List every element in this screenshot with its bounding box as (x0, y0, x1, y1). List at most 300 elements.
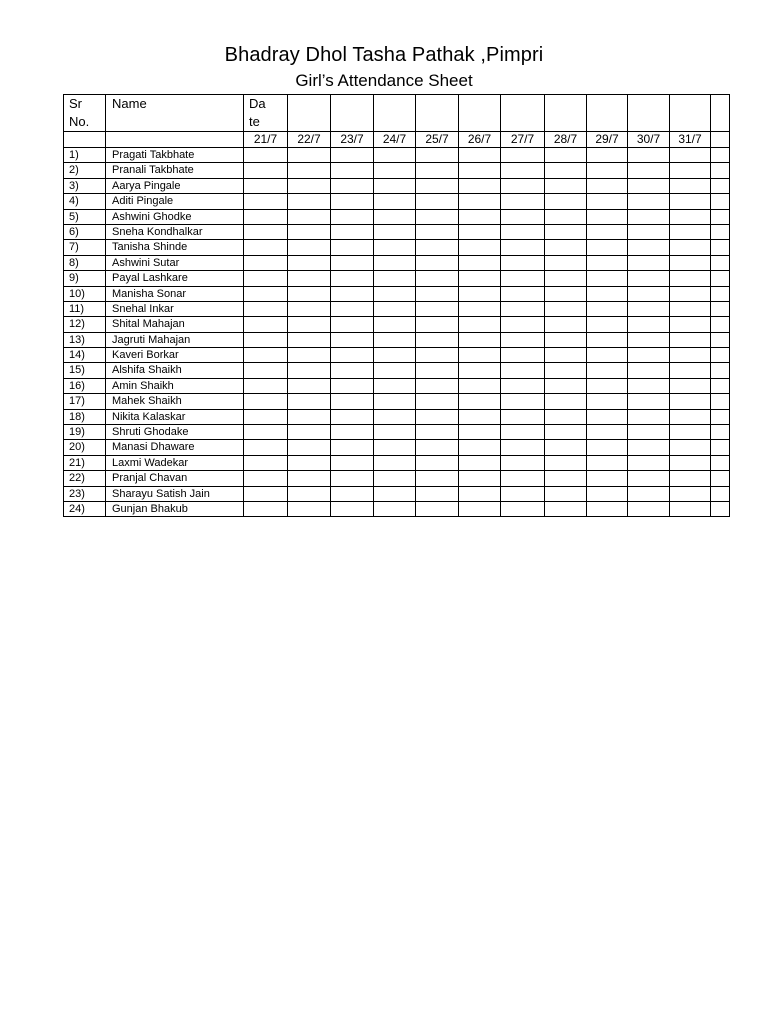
attendance-cell[interactable] (244, 501, 288, 516)
header-blank-cell (331, 95, 374, 132)
attendance-cell[interactable] (628, 378, 670, 393)
attendance-cell[interactable] (331, 209, 374, 224)
attendance-cell[interactable] (670, 409, 711, 424)
attendance-cell[interactable] (374, 209, 416, 224)
attendance-cell[interactable] (374, 363, 416, 378)
student-name-cell: Jagruti Mahajan (106, 332, 244, 347)
attendance-cell[interactable] (244, 224, 288, 239)
attendance-cell[interactable] (459, 194, 501, 209)
attendance-cell[interactable] (374, 301, 416, 316)
attendance-cell[interactable] (587, 240, 628, 255)
attendance-cell[interactable] (416, 455, 459, 470)
attendance-cell[interactable] (587, 332, 628, 347)
attendance-cell[interactable] (587, 163, 628, 178)
attendance-cell[interactable] (711, 148, 730, 163)
attendance-cell[interactable] (288, 332, 331, 347)
attendance-cell[interactable] (670, 255, 711, 270)
attendance-cell[interactable] (670, 471, 711, 486)
attendance-cell[interactable] (374, 240, 416, 255)
attendance-cell[interactable] (501, 317, 545, 332)
attendance-cell[interactable] (288, 455, 331, 470)
attendance-cell[interactable] (587, 425, 628, 440)
attendance-cell[interactable] (416, 363, 459, 378)
attendance-cell[interactable] (587, 301, 628, 316)
attendance-cell[interactable] (670, 363, 711, 378)
attendance-cell[interactable] (416, 317, 459, 332)
attendance-cell[interactable] (416, 286, 459, 301)
attendance-cell[interactable] (416, 394, 459, 409)
attendance-cell[interactable] (416, 271, 459, 286)
attendance-cell[interactable] (459, 486, 501, 501)
attendance-cell[interactable] (711, 378, 730, 393)
attendance-cell[interactable] (587, 224, 628, 239)
attendance-cell[interactable] (374, 486, 416, 501)
attendance-cell[interactable] (711, 440, 730, 455)
sr-no-cell: 3) (64, 178, 106, 193)
attendance-cell[interactable] (244, 394, 288, 409)
attendance-cell[interactable] (501, 348, 545, 363)
attendance-cell[interactable] (545, 486, 587, 501)
attendance-cell[interactable] (331, 486, 374, 501)
header-blank-cell (628, 95, 670, 132)
attendance-cell[interactable] (288, 255, 331, 270)
attendance-cell[interactable] (331, 240, 374, 255)
attendance-cell[interactable] (244, 317, 288, 332)
attendance-cell[interactable] (459, 178, 501, 193)
date-header-cell: 22/7 (288, 132, 331, 148)
attendance-cell[interactable] (374, 194, 416, 209)
attendance-cell[interactable] (288, 348, 331, 363)
attendance-cell[interactable] (331, 394, 374, 409)
attendance-cell[interactable] (288, 194, 331, 209)
attendance-cell[interactable] (288, 363, 331, 378)
attendance-cell[interactable] (545, 286, 587, 301)
attendance-cell[interactable] (628, 501, 670, 516)
attendance-cell[interactable] (244, 348, 288, 363)
attendance-cell[interactable] (711, 501, 730, 516)
attendance-cell[interactable] (459, 394, 501, 409)
attendance-cell[interactable] (501, 286, 545, 301)
attendance-cell[interactable] (374, 163, 416, 178)
attendance-cell[interactable] (501, 363, 545, 378)
attendance-cell[interactable] (374, 286, 416, 301)
attendance-cell[interactable] (331, 271, 374, 286)
attendance-cell[interactable] (501, 148, 545, 163)
attendance-cell[interactable] (331, 455, 374, 470)
attendance-cell[interactable] (711, 255, 730, 270)
attendance-cell[interactable] (374, 440, 416, 455)
attendance-cell[interactable] (288, 224, 331, 239)
attendance-cell[interactable] (711, 271, 730, 286)
attendance-cell[interactable] (670, 301, 711, 316)
attendance-cell[interactable] (244, 286, 288, 301)
attendance-cell[interactable] (628, 148, 670, 163)
attendance-cell[interactable] (587, 255, 628, 270)
attendance-cell[interactable] (670, 455, 711, 470)
attendance-cell[interactable] (374, 378, 416, 393)
attendance-cell[interactable] (628, 271, 670, 286)
attendance-cell[interactable] (331, 425, 374, 440)
attendance-cell[interactable] (331, 378, 374, 393)
attendance-cell[interactable] (288, 301, 331, 316)
attendance-cell[interactable] (711, 240, 730, 255)
attendance-cell[interactable] (459, 286, 501, 301)
attendance-cell[interactable] (711, 471, 730, 486)
attendance-cell[interactable] (628, 440, 670, 455)
attendance-cell[interactable] (628, 486, 670, 501)
attendance-cell[interactable] (628, 194, 670, 209)
attendance-cell[interactable] (416, 240, 459, 255)
attendance-cell[interactable] (331, 409, 374, 424)
attendance-cell[interactable] (545, 394, 587, 409)
attendance-cell[interactable] (374, 455, 416, 470)
attendance-cell[interactable] (711, 301, 730, 316)
attendance-cell[interactable] (628, 409, 670, 424)
attendance-cell[interactable] (244, 271, 288, 286)
attendance-cell[interactable] (501, 255, 545, 270)
attendance-cell[interactable] (501, 440, 545, 455)
attendance-cell[interactable] (587, 178, 628, 193)
attendance-cell[interactable] (711, 286, 730, 301)
attendance-cell[interactable] (670, 209, 711, 224)
attendance-cell[interactable] (374, 501, 416, 516)
attendance-cell[interactable] (416, 148, 459, 163)
attendance-cell[interactable] (501, 394, 545, 409)
attendance-cell[interactable] (587, 501, 628, 516)
attendance-cell[interactable] (288, 286, 331, 301)
attendance-cell[interactable] (670, 240, 711, 255)
attendance-cell[interactable] (331, 194, 374, 209)
attendance-cell[interactable] (374, 332, 416, 347)
attendance-cell[interactable] (711, 178, 730, 193)
attendance-cell[interactable] (459, 301, 501, 316)
attendance-cell[interactable] (244, 240, 288, 255)
attendance-cell[interactable] (459, 317, 501, 332)
attendance-cell[interactable] (459, 348, 501, 363)
attendance-cell[interactable] (587, 317, 628, 332)
attendance-cell[interactable] (244, 471, 288, 486)
attendance-cell[interactable] (416, 471, 459, 486)
attendance-cell[interactable] (374, 471, 416, 486)
attendance-cell[interactable] (628, 301, 670, 316)
attendance-cell[interactable] (374, 425, 416, 440)
attendance-cell[interactable] (374, 271, 416, 286)
attendance-cell[interactable] (545, 455, 587, 470)
attendance-cell[interactable] (288, 240, 331, 255)
attendance-cell[interactable] (501, 240, 545, 255)
attendance-cell[interactable] (587, 348, 628, 363)
attendance-cell[interactable] (416, 178, 459, 193)
attendance-cell[interactable] (545, 332, 587, 347)
attendance-cell[interactable] (628, 363, 670, 378)
date-header: Date (244, 95, 288, 132)
attendance-cell[interactable] (545, 271, 587, 286)
attendance-cell[interactable] (501, 224, 545, 239)
attendance-cell[interactable] (501, 425, 545, 440)
attendance-cell[interactable] (331, 317, 374, 332)
attendance-cell[interactable] (501, 194, 545, 209)
attendance-cell[interactable] (331, 148, 374, 163)
attendance-cell[interactable] (416, 409, 459, 424)
attendance-cell[interactable] (670, 332, 711, 347)
attendance-cell[interactable] (587, 409, 628, 424)
attendance-cell[interactable] (628, 240, 670, 255)
attendance-cell[interactable] (670, 394, 711, 409)
attendance-cell[interactable] (587, 471, 628, 486)
attendance-cell[interactable] (244, 440, 288, 455)
attendance-cell[interactable] (459, 163, 501, 178)
attendance-cell[interactable] (459, 240, 501, 255)
attendance-cell[interactable] (416, 163, 459, 178)
attendance-cell[interactable] (416, 301, 459, 316)
attendance-cell[interactable] (711, 163, 730, 178)
attendance-cell[interactable] (501, 332, 545, 347)
attendance-cell[interactable] (288, 317, 331, 332)
attendance-cell[interactable] (545, 255, 587, 270)
attendance-cell[interactable] (587, 440, 628, 455)
attendance-cell[interactable] (545, 363, 587, 378)
attendance-cell[interactable] (331, 255, 374, 270)
attendance-cell[interactable] (711, 455, 730, 470)
attendance-cell[interactable] (587, 363, 628, 378)
attendance-cell[interactable] (459, 378, 501, 393)
attendance-cell[interactable] (244, 363, 288, 378)
attendance-cell[interactable] (244, 301, 288, 316)
attendance-cell[interactable] (244, 409, 288, 424)
attendance-cell[interactable] (374, 148, 416, 163)
attendance-cell[interactable] (288, 394, 331, 409)
attendance-cell[interactable] (670, 148, 711, 163)
attendance-cell[interactable] (459, 224, 501, 239)
attendance-cell[interactable] (459, 471, 501, 486)
attendance-cell[interactable] (587, 394, 628, 409)
attendance-cell[interactable] (670, 378, 711, 393)
attendance-cell[interactable] (711, 394, 730, 409)
attendance-cell[interactable] (288, 163, 331, 178)
attendance-cell[interactable] (628, 394, 670, 409)
attendance-cell[interactable] (670, 501, 711, 516)
attendance-cell[interactable] (711, 409, 730, 424)
attendance-cell[interactable] (711, 209, 730, 224)
attendance-cell[interactable] (711, 317, 730, 332)
attendance-cell[interactable] (288, 271, 331, 286)
attendance-cell[interactable] (545, 471, 587, 486)
attendance-cell[interactable] (331, 178, 374, 193)
attendance-cell[interactable] (670, 194, 711, 209)
attendance-cell[interactable] (331, 301, 374, 316)
attendance-cell[interactable] (374, 394, 416, 409)
attendance-cell[interactable] (587, 194, 628, 209)
attendance-cell[interactable] (331, 286, 374, 301)
attendance-cell[interactable] (501, 163, 545, 178)
attendance-cell[interactable] (501, 455, 545, 470)
attendance-cell[interactable] (628, 209, 670, 224)
attendance-cell[interactable] (587, 286, 628, 301)
attendance-cell[interactable] (244, 194, 288, 209)
attendance-cell[interactable] (545, 317, 587, 332)
sr-no-header: Sr No. (64, 95, 106, 132)
attendance-cell[interactable] (244, 486, 288, 501)
attendance-cell[interactable] (416, 194, 459, 209)
attendance-cell[interactable] (501, 486, 545, 501)
attendance-cell[interactable] (545, 348, 587, 363)
attendance-cell[interactable] (416, 209, 459, 224)
attendance-cell[interactable] (244, 148, 288, 163)
attendance-cell[interactable] (416, 378, 459, 393)
attendance-cell[interactable] (416, 224, 459, 239)
attendance-cell[interactable] (711, 194, 730, 209)
attendance-cell[interactable] (374, 317, 416, 332)
attendance-cell[interactable] (545, 163, 587, 178)
attendance-cell[interactable] (459, 440, 501, 455)
attendance-cell[interactable] (374, 224, 416, 239)
attendance-cell[interactable] (545, 148, 587, 163)
attendance-cell[interactable] (501, 209, 545, 224)
attendance-cell[interactable] (288, 148, 331, 163)
attendance-cell[interactable] (628, 425, 670, 440)
attendance-cell[interactable] (587, 378, 628, 393)
attendance-cell[interactable] (288, 209, 331, 224)
attendance-cell[interactable] (670, 286, 711, 301)
attendance-cell[interactable] (244, 178, 288, 193)
student-name-cell: Aditi Pingale (106, 194, 244, 209)
attendance-cell[interactable] (331, 440, 374, 455)
attendance-cell[interactable] (459, 271, 501, 286)
attendance-cell[interactable] (331, 363, 374, 378)
attendance-cell[interactable] (545, 240, 587, 255)
attendance-cell[interactable] (587, 271, 628, 286)
attendance-cell[interactable] (628, 286, 670, 301)
attendance-cell[interactable] (587, 148, 628, 163)
sr-no-cell: 11) (64, 301, 106, 316)
attendance-cell[interactable] (416, 486, 459, 501)
attendance-cell[interactable] (459, 148, 501, 163)
attendance-cell[interactable] (501, 409, 545, 424)
attendance-cell[interactable] (545, 440, 587, 455)
attendance-cell[interactable] (459, 332, 501, 347)
attendance-cell[interactable] (670, 317, 711, 332)
attendance-cell[interactable] (374, 178, 416, 193)
attendance-cell[interactable] (459, 255, 501, 270)
attendance-cell[interactable] (288, 425, 331, 440)
attendance-cell[interactable] (711, 425, 730, 440)
attendance-cell[interactable] (628, 332, 670, 347)
attendance-cell[interactable] (587, 209, 628, 224)
attendance-cell[interactable] (545, 378, 587, 393)
attendance-cell[interactable] (628, 455, 670, 470)
attendance-cell[interactable] (670, 425, 711, 440)
date-header-cell: 25/7 (416, 132, 459, 148)
attendance-cell[interactable] (244, 255, 288, 270)
attendance-cell[interactable] (587, 455, 628, 470)
attendance-cell[interactable] (545, 301, 587, 316)
attendance-cell[interactable] (331, 224, 374, 239)
attendance-cell[interactable] (670, 440, 711, 455)
attendance-cell[interactable] (545, 224, 587, 239)
attendance-cell[interactable] (416, 332, 459, 347)
attendance-cell[interactable] (501, 271, 545, 286)
attendance-cell[interactable] (501, 501, 545, 516)
attendance-cell[interactable] (459, 209, 501, 224)
attendance-cell[interactable] (416, 440, 459, 455)
attendance-cell[interactable] (670, 271, 711, 286)
attendance-cell[interactable] (628, 471, 670, 486)
attendance-cell[interactable] (670, 178, 711, 193)
attendance-cell[interactable] (459, 455, 501, 470)
attendance-cell[interactable] (331, 332, 374, 347)
attendance-cell[interactable] (416, 348, 459, 363)
attendance-cell[interactable] (545, 194, 587, 209)
attendance-cell[interactable] (331, 348, 374, 363)
attendance-cell[interactable] (628, 255, 670, 270)
attendance-cell[interactable] (501, 301, 545, 316)
attendance-cell[interactable] (545, 178, 587, 193)
attendance-cell[interactable] (587, 486, 628, 501)
attendance-cell[interactable] (244, 332, 288, 347)
attendance-cell[interactable] (711, 348, 730, 363)
attendance-cell[interactable] (459, 501, 501, 516)
attendance-cell[interactable] (501, 471, 545, 486)
attendance-cell[interactable] (288, 486, 331, 501)
attendance-cell[interactable] (545, 409, 587, 424)
attendance-cell[interactable] (670, 348, 711, 363)
attendance-cell[interactable] (711, 486, 730, 501)
attendance-cell[interactable] (331, 471, 374, 486)
attendance-cell[interactable] (628, 163, 670, 178)
attendance-cell[interactable] (628, 348, 670, 363)
attendance-cell[interactable] (628, 178, 670, 193)
attendance-cell[interactable] (374, 255, 416, 270)
attendance-cell[interactable] (331, 501, 374, 516)
attendance-cell[interactable] (416, 501, 459, 516)
attendance-cell[interactable] (711, 224, 730, 239)
attendance-cell[interactable] (374, 409, 416, 424)
attendance-cell[interactable] (670, 163, 711, 178)
attendance-cell[interactable] (288, 501, 331, 516)
attendance-cell[interactable] (288, 471, 331, 486)
attendance-cell[interactable] (628, 317, 670, 332)
attendance-cell[interactable] (244, 455, 288, 470)
attendance-cell[interactable] (670, 486, 711, 501)
attendance-cell[interactable] (711, 363, 730, 378)
attendance-cell[interactable] (288, 178, 331, 193)
attendance-cell[interactable] (670, 224, 711, 239)
attendance-cell[interactable] (244, 425, 288, 440)
attendance-cell[interactable] (459, 363, 501, 378)
attendance-cell[interactable] (288, 440, 331, 455)
attendance-cell[interactable] (374, 348, 416, 363)
name-header: Name (106, 95, 244, 132)
attendance-cell[interactable] (545, 501, 587, 516)
attendance-cell[interactable] (628, 224, 670, 239)
attendance-cell[interactable] (288, 409, 331, 424)
attendance-cell[interactable] (244, 209, 288, 224)
attendance-cell[interactable] (501, 378, 545, 393)
attendance-cell[interactable] (416, 425, 459, 440)
attendance-cell[interactable] (545, 209, 587, 224)
attendance-cell[interactable] (459, 425, 501, 440)
attendance-cell[interactable] (244, 378, 288, 393)
attendance-cell[interactable] (244, 163, 288, 178)
attendance-cell[interactable] (416, 255, 459, 270)
attendance-cell[interactable] (331, 163, 374, 178)
attendance-cell[interactable] (288, 378, 331, 393)
attendance-cell[interactable] (501, 178, 545, 193)
attendance-cell[interactable] (711, 332, 730, 347)
sr-no-cell: 23) (64, 486, 106, 501)
attendance-cell[interactable] (459, 409, 501, 424)
attendance-cell[interactable] (545, 425, 587, 440)
